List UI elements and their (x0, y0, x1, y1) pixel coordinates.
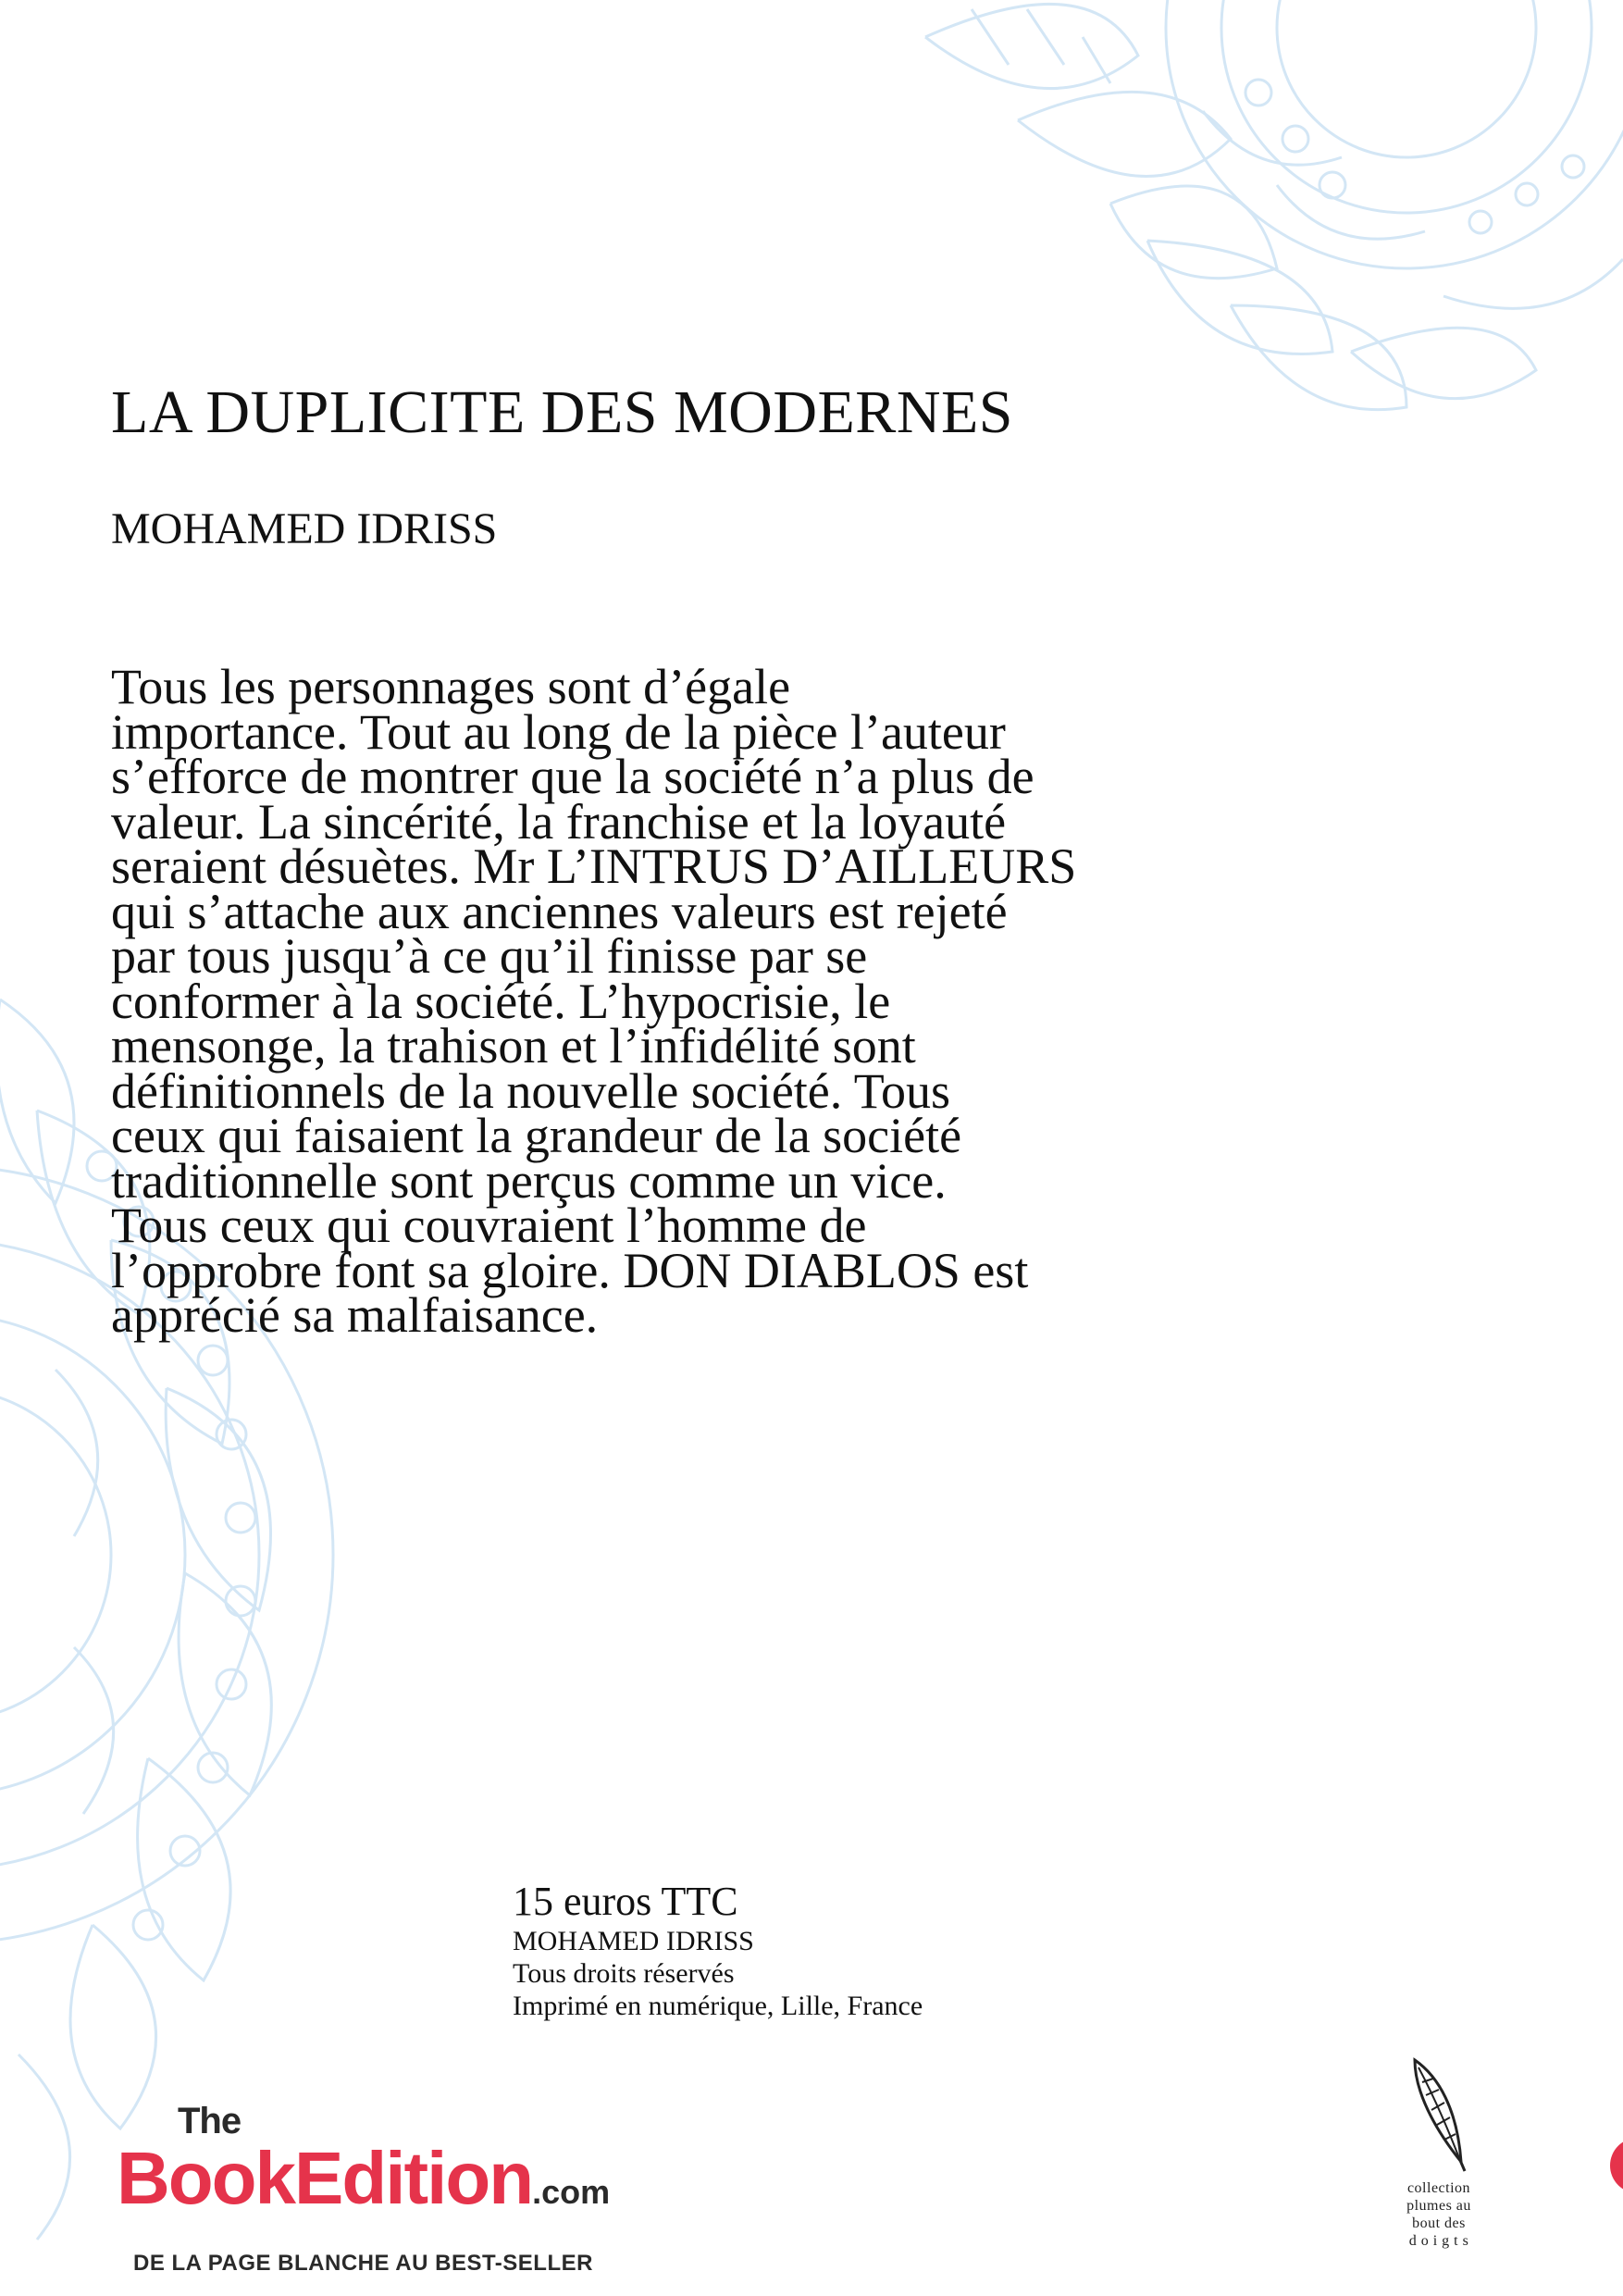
blurb-line: conformer à la société. L’hypocrisie, le (111, 973, 891, 1029)
blurb-line: apprécié sa malfaisance. (111, 1287, 599, 1343)
rights-notice: Tous droits réservés (513, 1958, 735, 1989)
logo-domain: .com (532, 2173, 611, 2211)
logo-the: The (178, 2101, 242, 2141)
quill-icon (1402, 2054, 1476, 2175)
logo-wordmark (117, 2136, 610, 2221)
book-title: LA DUPLICITE DES MODERNES (111, 379, 1014, 446)
blurb-line: ceux qui faisaient la grandeur de la société (111, 1108, 962, 1163)
blurb-line: Tous les personnages sont d’égale (111, 659, 791, 714)
blurb-line: valeur. La sincérité, la franchise et la loyauté (111, 793, 1007, 850)
logo-tagline: DE LA PAGE BLANCHE AU BEST-SELLER (133, 2251, 593, 2276)
print-notice: Imprimé en numérique, Lille, France (513, 1991, 923, 2021)
blurb-line: l’opprobre font sa gloire. DON DIABLOS est (111, 1242, 1029, 1298)
blurb-line: s’efforce de montrer que la société n’a plus de (111, 749, 1035, 804)
collection-mark (1388, 2054, 1490, 2250)
price: 15 euros TTC (513, 1879, 738, 1924)
collection-line: d o i g t s (1408, 2233, 1469, 2249)
blurb-line: qui s’attache aux anciennes valeurs est rejeté (111, 883, 1008, 939)
logo-name: BookEdition (117, 2137, 533, 2219)
collection-line: collection (1406, 2180, 1471, 2196)
collection-line: plumes au (1406, 2198, 1471, 2214)
blurb-line: Tous ceux qui couvraient l’homme de (111, 1198, 867, 1253)
back-cover-blurb (111, 659, 1258, 1343)
blurb-line: mensonge, la trahison et l’infidélité sont (111, 1018, 916, 1074)
blurb-line: par tous jusqu’à ce qu’il finisse par se (111, 928, 868, 984)
colophon (513, 1879, 923, 2022)
red-circle-mark (1610, 2138, 1623, 2193)
blurb-line: seraient désuètes. Mr L’INTRUS D’AILLEURS (111, 838, 1077, 894)
colophon-author: MOHAMED IDRISS (513, 1926, 754, 1956)
blurb-line: importance. Tout au long de la pièce l’auteur (111, 703, 1006, 760)
author-name: MOHAMED IDRISS (111, 504, 498, 553)
collection-line: bout des (1412, 2215, 1466, 2231)
blurb-line: traditionnelle sont perçus comme un vice. (111, 1152, 947, 1209)
blurb-line: définitionnels de la nouvelle société. Tous (111, 1062, 951, 1119)
